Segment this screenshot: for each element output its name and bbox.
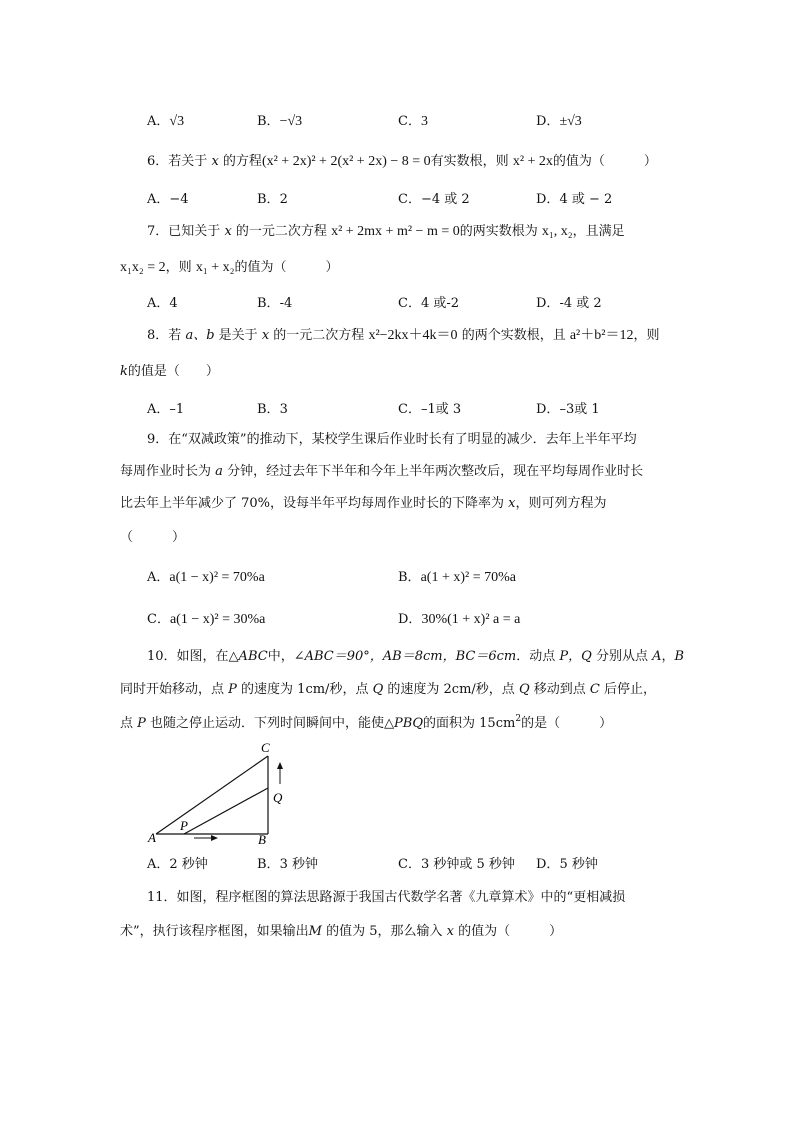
segment-pq — [184, 788, 268, 834]
q8-number: 8． — [147, 328, 169, 343]
q8-stem-line2: k的值是（ ） — [120, 364, 219, 379]
label-b: B — [258, 832, 266, 847]
q7-equation: x² + 2mx + m² − m = 0 — [331, 224, 460, 239]
q6-number: 6． — [147, 154, 169, 169]
q8-option-c[interactable]: C．–1或 3 — [398, 402, 462, 417]
q5-option-d-text: ±√3 — [559, 114, 582, 129]
q7-roots: x₁, x₂ — [541, 224, 573, 239]
q11-stem-line2: 术”，执行该程序框图，如果输出M 的值为 5，那么输入 x 的值为（ ） — [120, 924, 563, 939]
q8-equation: x²−2kx＋4k＝0 — [368, 328, 458, 343]
q9-option-c[interactable]: C．a(1 − x)² = 30%a — [147, 612, 266, 627]
q7-option-a[interactable]: A．4 — [147, 296, 178, 311]
q10-number: 10． — [147, 649, 177, 664]
p-arrowhead — [211, 835, 218, 841]
q7-number: 7． — [147, 224, 169, 239]
q6-stem: 6．若关于 x 的方程(x² + 2x)² + 2(x² + 2x) − 8 = 0有实数根，则 x² + 2x的值为（ ） — [147, 154, 657, 169]
q6-option-a[interactable]: A．−4 — [147, 192, 189, 207]
q5-option-b[interactable]: B．−√3 — [257, 114, 303, 129]
q5-option-b-text: −√3 — [279, 114, 303, 129]
q5-option-c-text: 3 — [420, 114, 428, 129]
q9-option-d[interactable]: D．30%(1 + x)² a = a — [398, 612, 521, 627]
q11-stem-line1: 11．如图，程序框图的算法思路源于我国古代数学名著《九章算术》中的“更相减损 — [147, 890, 626, 905]
q7-stem-line2: x₁x₂ = 2，则 x₁ + x₂的值为（ ） — [120, 260, 339, 275]
q8-option-a[interactable]: A．–1 — [147, 402, 185, 417]
segment-ac — [156, 756, 268, 834]
q9-stem-line2: 每周作业时长为 a 分钟，经过去年下半年和今年上半年两次整改后，现在平均每周作业时长 — [120, 464, 644, 479]
label-p: P — [180, 818, 188, 833]
q10-option-c[interactable]: C．3 秒钟或 5 秒钟 — [398, 857, 515, 872]
q10-triangle-figure — [140, 738, 300, 850]
q10-stem-line2: 同时开始移动，点 P 的速度为 1cm/秒，点 Q 的速度为 2cm/秒，点 Q 移动到点 C 后停止， — [120, 682, 657, 697]
q11-number: 11． — [147, 890, 177, 905]
label-a: A — [148, 830, 156, 845]
q6-expr: x² + 2x — [512, 154, 553, 169]
q8-option-d[interactable]: D．–3或 1 — [536, 402, 600, 417]
q9-option-b[interactable]: B．a(1 + x)² = 70%a — [398, 570, 516, 585]
q9-stem-line1: 9．在“双减政策”的推动下，某校学生课后作业时长有了明显的减少．去年上半年平均 — [147, 432, 637, 447]
q6-option-c[interactable]: C．−4 或 2 — [398, 192, 470, 207]
q6-option-d[interactable]: D．4 或 − 2 — [536, 192, 613, 207]
q10-stem-line1: 10．如图，在△ABC中，∠ABC＝90°，AB＝8cm，BC＝6cm．动点 P，Q 分别从点 A，B — [147, 649, 685, 664]
q7-expr: x₁ + x₂ — [195, 260, 235, 275]
q7-condition: x₁x₂ = 2 — [120, 260, 166, 275]
q10-option-a[interactable]: A．2 秒钟 — [147, 857, 208, 872]
q8-option-b[interactable]: B．3 — [257, 402, 288, 417]
q5-option-a[interactable]: A．√3 — [147, 114, 185, 129]
q7-option-b[interactable]: B．-4 — [257, 296, 293, 311]
q10-option-d[interactable]: D．5 秒钟 — [536, 857, 598, 872]
label-c: C — [261, 740, 270, 755]
q6-equation: (x² + 2x)² + 2(x² + 2x) − 8 = 0 — [261, 154, 431, 169]
q10-option-b[interactable]: B．3 秒钟 — [257, 857, 318, 872]
q9-stem-line3: 比去年上半年减少了 70%，设每半年平均每周作业时长的下降率为 x，则可列方程为 — [120, 496, 607, 511]
q-arrowhead — [277, 762, 283, 769]
q5-option-d[interactable]: D．±√3 — [536, 114, 582, 129]
q9-number: 9． — [147, 432, 169, 447]
q8-condition: a²＋b²＝12 — [569, 328, 634, 343]
q7-stem-line1: 7．已知关于 x 的一元二次方程 x² + 2mx + m² − m = 0的两实数根为 x₁, x₂，且满足 — [147, 224, 625, 239]
q5-option-c[interactable]: C．3 — [398, 114, 428, 129]
q6-option-b[interactable]: B．2 — [257, 192, 288, 207]
label-q: Q — [273, 790, 283, 805]
q8-stem-line1: 8．若 a、b 是关于 x 的一元二次方程 x²−2kx＋4k＝0 的两个实数根，且 a²＋b²＝12，则 — [147, 328, 660, 343]
q7-option-c[interactable]: C．4 或-2 — [398, 296, 460, 311]
q9-option-a[interactable]: A．a(1 − x)² = 70%a — [147, 570, 265, 585]
q5-option-a-text: √3 — [169, 114, 185, 129]
q10-stem-line3: 点 P 也随之停止运动．下列时间瞬间中，能使△PBQ的面积为 $15cm^2$的是（ ） — [120, 714, 613, 731]
q9-stem-line4: （ ） — [120, 530, 186, 545]
q7-option-d[interactable]: D．-4 或 2 — [536, 296, 602, 311]
